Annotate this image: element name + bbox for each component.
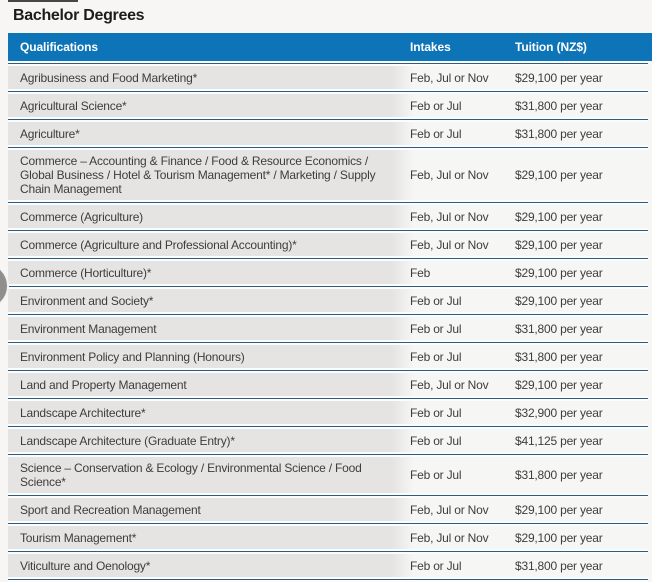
cell-intakes: Feb or Jul — [410, 98, 462, 113]
cell-intakes: Feb, Jul or Nov — [410, 237, 489, 252]
cell-qualification: Sport and Recreation Management — [20, 502, 201, 517]
cell-intakes: Feb, Jul or Nov — [410, 502, 489, 517]
cell-qualification: Agribusiness and Food Marketing* — [20, 70, 198, 85]
cell-qualification: Commerce (Horticulture)* — [20, 265, 152, 280]
table-row — [8, 317, 648, 340]
cell-tuition: $29,100 per year — [515, 265, 603, 280]
cell-qualification: Commerce (Agriculture) — [20, 209, 143, 224]
table-row — [8, 66, 648, 89]
cell-tuition: $31,800 per year — [515, 349, 603, 364]
row-divider — [8, 452, 648, 457]
row-divider — [8, 577, 648, 582]
table-header-row — [8, 33, 652, 61]
cell-qualification: Science – Conservation & Ecology / Environmental Science / Food Science* — [20, 461, 362, 489]
table-row — [8, 401, 648, 424]
cell-intakes: Feb or Jul — [410, 349, 462, 364]
cell-qualification: Agricultural Science* — [20, 98, 127, 113]
cell-intakes: Feb, Jul or Nov — [410, 168, 489, 182]
cell-intakes: Feb or Jul — [410, 405, 462, 420]
row-divider — [8, 61, 648, 66]
table-row — [8, 233, 648, 256]
cell-tuition: $29,100 per year — [515, 502, 603, 517]
cell-qualification: Environment Policy and Planning (Honours) — [20, 349, 245, 364]
cell-intakes: Feb or Jul — [410, 321, 462, 336]
cell-tuition: $31,800 per year — [515, 321, 603, 336]
cell-intakes: Feb or Jul — [410, 558, 462, 573]
cell-intakes: Feb, Jul or Nov — [410, 530, 489, 545]
table-row — [8, 498, 648, 521]
cell-intakes: Feb or Jul — [410, 433, 462, 448]
cell-intakes: Feb or Jul — [410, 126, 462, 141]
cell-qualification: Viticulture and Oenology* — [20, 558, 151, 573]
cell-qualification: Tourism Management* — [20, 530, 137, 545]
cell-tuition: $29,100 per year — [515, 293, 603, 308]
column-header-intakes: Intakes — [410, 40, 451, 54]
row-divider — [8, 493, 648, 498]
cell-tuition: $31,800 per year — [515, 558, 603, 573]
row-divider — [8, 284, 648, 289]
cell-qualification: Landscape Architecture* — [20, 405, 146, 420]
cell-tuition: $31,800 per year — [515, 98, 603, 113]
table-row — [8, 122, 648, 145]
row-divider — [8, 521, 648, 526]
row-divider — [8, 340, 648, 345]
cell-intakes: Feb, Jul or Nov — [410, 209, 489, 224]
cell-qualification: Landscape Architecture (Graduate Entry)* — [20, 433, 235, 448]
cell-intakes: Feb, Jul or Nov — [410, 377, 489, 392]
column-header-qualifications: Qualifications — [20, 40, 98, 54]
cell-qualification: Commerce – Accounting & Finance / Food & Resource Economics / Global Business / Hotel & Tourism Management* / Marketing / Supply Chain Management — [20, 154, 376, 196]
tuition-fees-table — [8, 33, 652, 582]
column-header-tuition: Tuition (NZ$) — [515, 40, 587, 54]
cell-tuition: $29,100 per year — [515, 168, 603, 182]
row-divider — [8, 424, 648, 429]
cell-qualification: Land and Property Management — [20, 377, 187, 392]
cell-tuition: $29,100 per year — [515, 530, 603, 545]
row-divider — [8, 256, 648, 261]
row-divider — [8, 228, 648, 233]
table-row — [8, 205, 648, 228]
table-body — [8, 61, 648, 582]
page-title: Bachelor Degrees — [13, 7, 145, 24]
table-row — [8, 429, 648, 452]
cell-intakes: Feb or Jul — [410, 293, 462, 308]
table-row — [8, 457, 648, 493]
cell-tuition: $29,100 per year — [515, 377, 603, 392]
cell-intakes: Feb — [410, 265, 431, 280]
cell-tuition: $29,100 per year — [515, 70, 603, 85]
row-divider — [8, 396, 648, 401]
table-row — [8, 554, 648, 577]
top-edge-fragment — [8, 0, 78, 2]
table-row — [8, 94, 648, 117]
cell-tuition: $31,800 per year — [515, 468, 603, 482]
cell-qualification: Agriculture* — [20, 126, 80, 141]
row-divider — [8, 117, 648, 122]
row-divider — [8, 549, 648, 554]
row-divider — [8, 200, 648, 205]
table-row — [8, 345, 648, 368]
cell-intakes: Feb or Jul — [410, 468, 462, 482]
cell-tuition: $29,100 per year — [515, 209, 603, 224]
table-row — [8, 150, 648, 200]
cell-tuition: $29,100 per year — [515, 237, 603, 252]
row-divider — [8, 89, 648, 94]
cell-qualification: Commerce (Agriculture and Professional Accounting)* — [20, 237, 297, 252]
row-divider — [8, 368, 648, 373]
cell-intakes: Feb, Jul or Nov — [410, 70, 489, 85]
table-row — [8, 373, 648, 396]
row-divider — [8, 145, 648, 150]
table-row — [8, 261, 648, 284]
cell-tuition: $41,125 per year — [515, 433, 603, 448]
table-row — [8, 526, 648, 549]
cell-qualification: Environment and Society* — [20, 293, 154, 308]
table-row — [8, 289, 648, 312]
row-divider — [8, 312, 648, 317]
cell-tuition: $32,900 per year — [515, 405, 603, 420]
cell-qualification: Environment Management — [20, 321, 157, 336]
cell-tuition: $31,800 per year — [515, 126, 603, 141]
